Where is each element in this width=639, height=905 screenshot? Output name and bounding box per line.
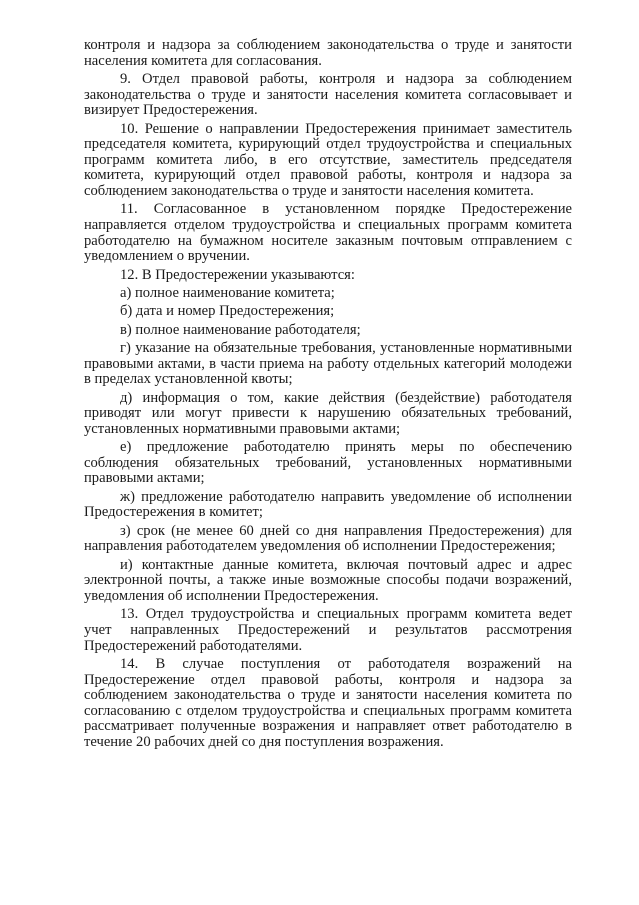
list-item-d: д) информация о том, какие действия (бездействие) работодателя приводят или могут привести к нарушению обязательных требований, установленных нормативными правовыми актами; xyxy=(84,389,572,437)
document-page xyxy=(84,38,572,753)
list-item-v: в) полное наименование работодателя; xyxy=(120,321,361,338)
paragraph-item-9: 9. Отдел правовой работы, контроля и надзора за соблюдением законодательства о труде и занятости населения комитета согласовывает и визирует Предостережения. xyxy=(84,70,572,119)
list-item-g: г) указание на обязательные требования, установленные нормативными правовыми актами, в части приема на работу отдельных категорий молодежи в пределах установленной квоты; xyxy=(84,340,572,388)
paragraph-item-13: 13. Отдел трудоустройства и специальных программ комитета ведет учет направленных Предостережений и результатов рассмотрения Предостережений работодателями. xyxy=(84,606,572,654)
list-item-e: е) предложение работодателю принять меры по обеспечению соблюдения обязательных требований, установленных нормативными правовыми актами; xyxy=(84,439,572,487)
paragraph-item-14: 14. В случае поступления от работодателя возражений на Предостережение отдел правовой работы, контроля и надзора за соблюдением законодательства о труде и занятости населения комитета по согласованию с отделом трудоустройства и специальных программ комитета рассматривает полученные возражения и направляет ответ работодателю в течение 20 рабочих дней со дня поступления возражения. xyxy=(84,655,572,750)
paragraph-item-11: 11. Согласованное в установленном порядке Предостережение направляется отделом трудоустройства и специальных программ комитета работодателю на бумажном носителе заказным почтовым отправлением с уведомлением о вручении. xyxy=(84,201,572,265)
list-item-i: и) контактные данные комитета, включая почтовый адрес и адрес электронной почты, а также иные возможные способы подачи возражений, уведомления об исполнении Предостережения. xyxy=(84,556,572,604)
list-item-z: з) срок (не менее 60 дней со дня направления Предостережения) для направления работодателем уведомления об исполнении Предостережения; xyxy=(84,522,572,555)
list-item-zh: ж) предложение работодателю направить уведомление об исполнении Предостережения в комитет; xyxy=(84,488,572,521)
list-item-b: б) дата и номер Предостережения; xyxy=(120,303,335,320)
list-item-a: а) полное наименование комитета; xyxy=(120,284,335,301)
paragraph-item-12: 12. В Предостережении указываются: xyxy=(120,266,355,283)
paragraph-continuation: контроля и надзора за соблюдением законодательства о труде и занятости населения комитета для согласования. xyxy=(84,37,572,69)
paragraph-item-10: 10. Решение о направлении Предостережения принимает заместитель председателя комитета, курирующий отдел трудоустройства и специальных программ комитета либо, в его отсутствие, заместитель председателя комитета, курирующий отдел правовой работы, контроля и надзора за соблюдением законодательства о труде и занятости населения комитета. xyxy=(84,120,572,199)
